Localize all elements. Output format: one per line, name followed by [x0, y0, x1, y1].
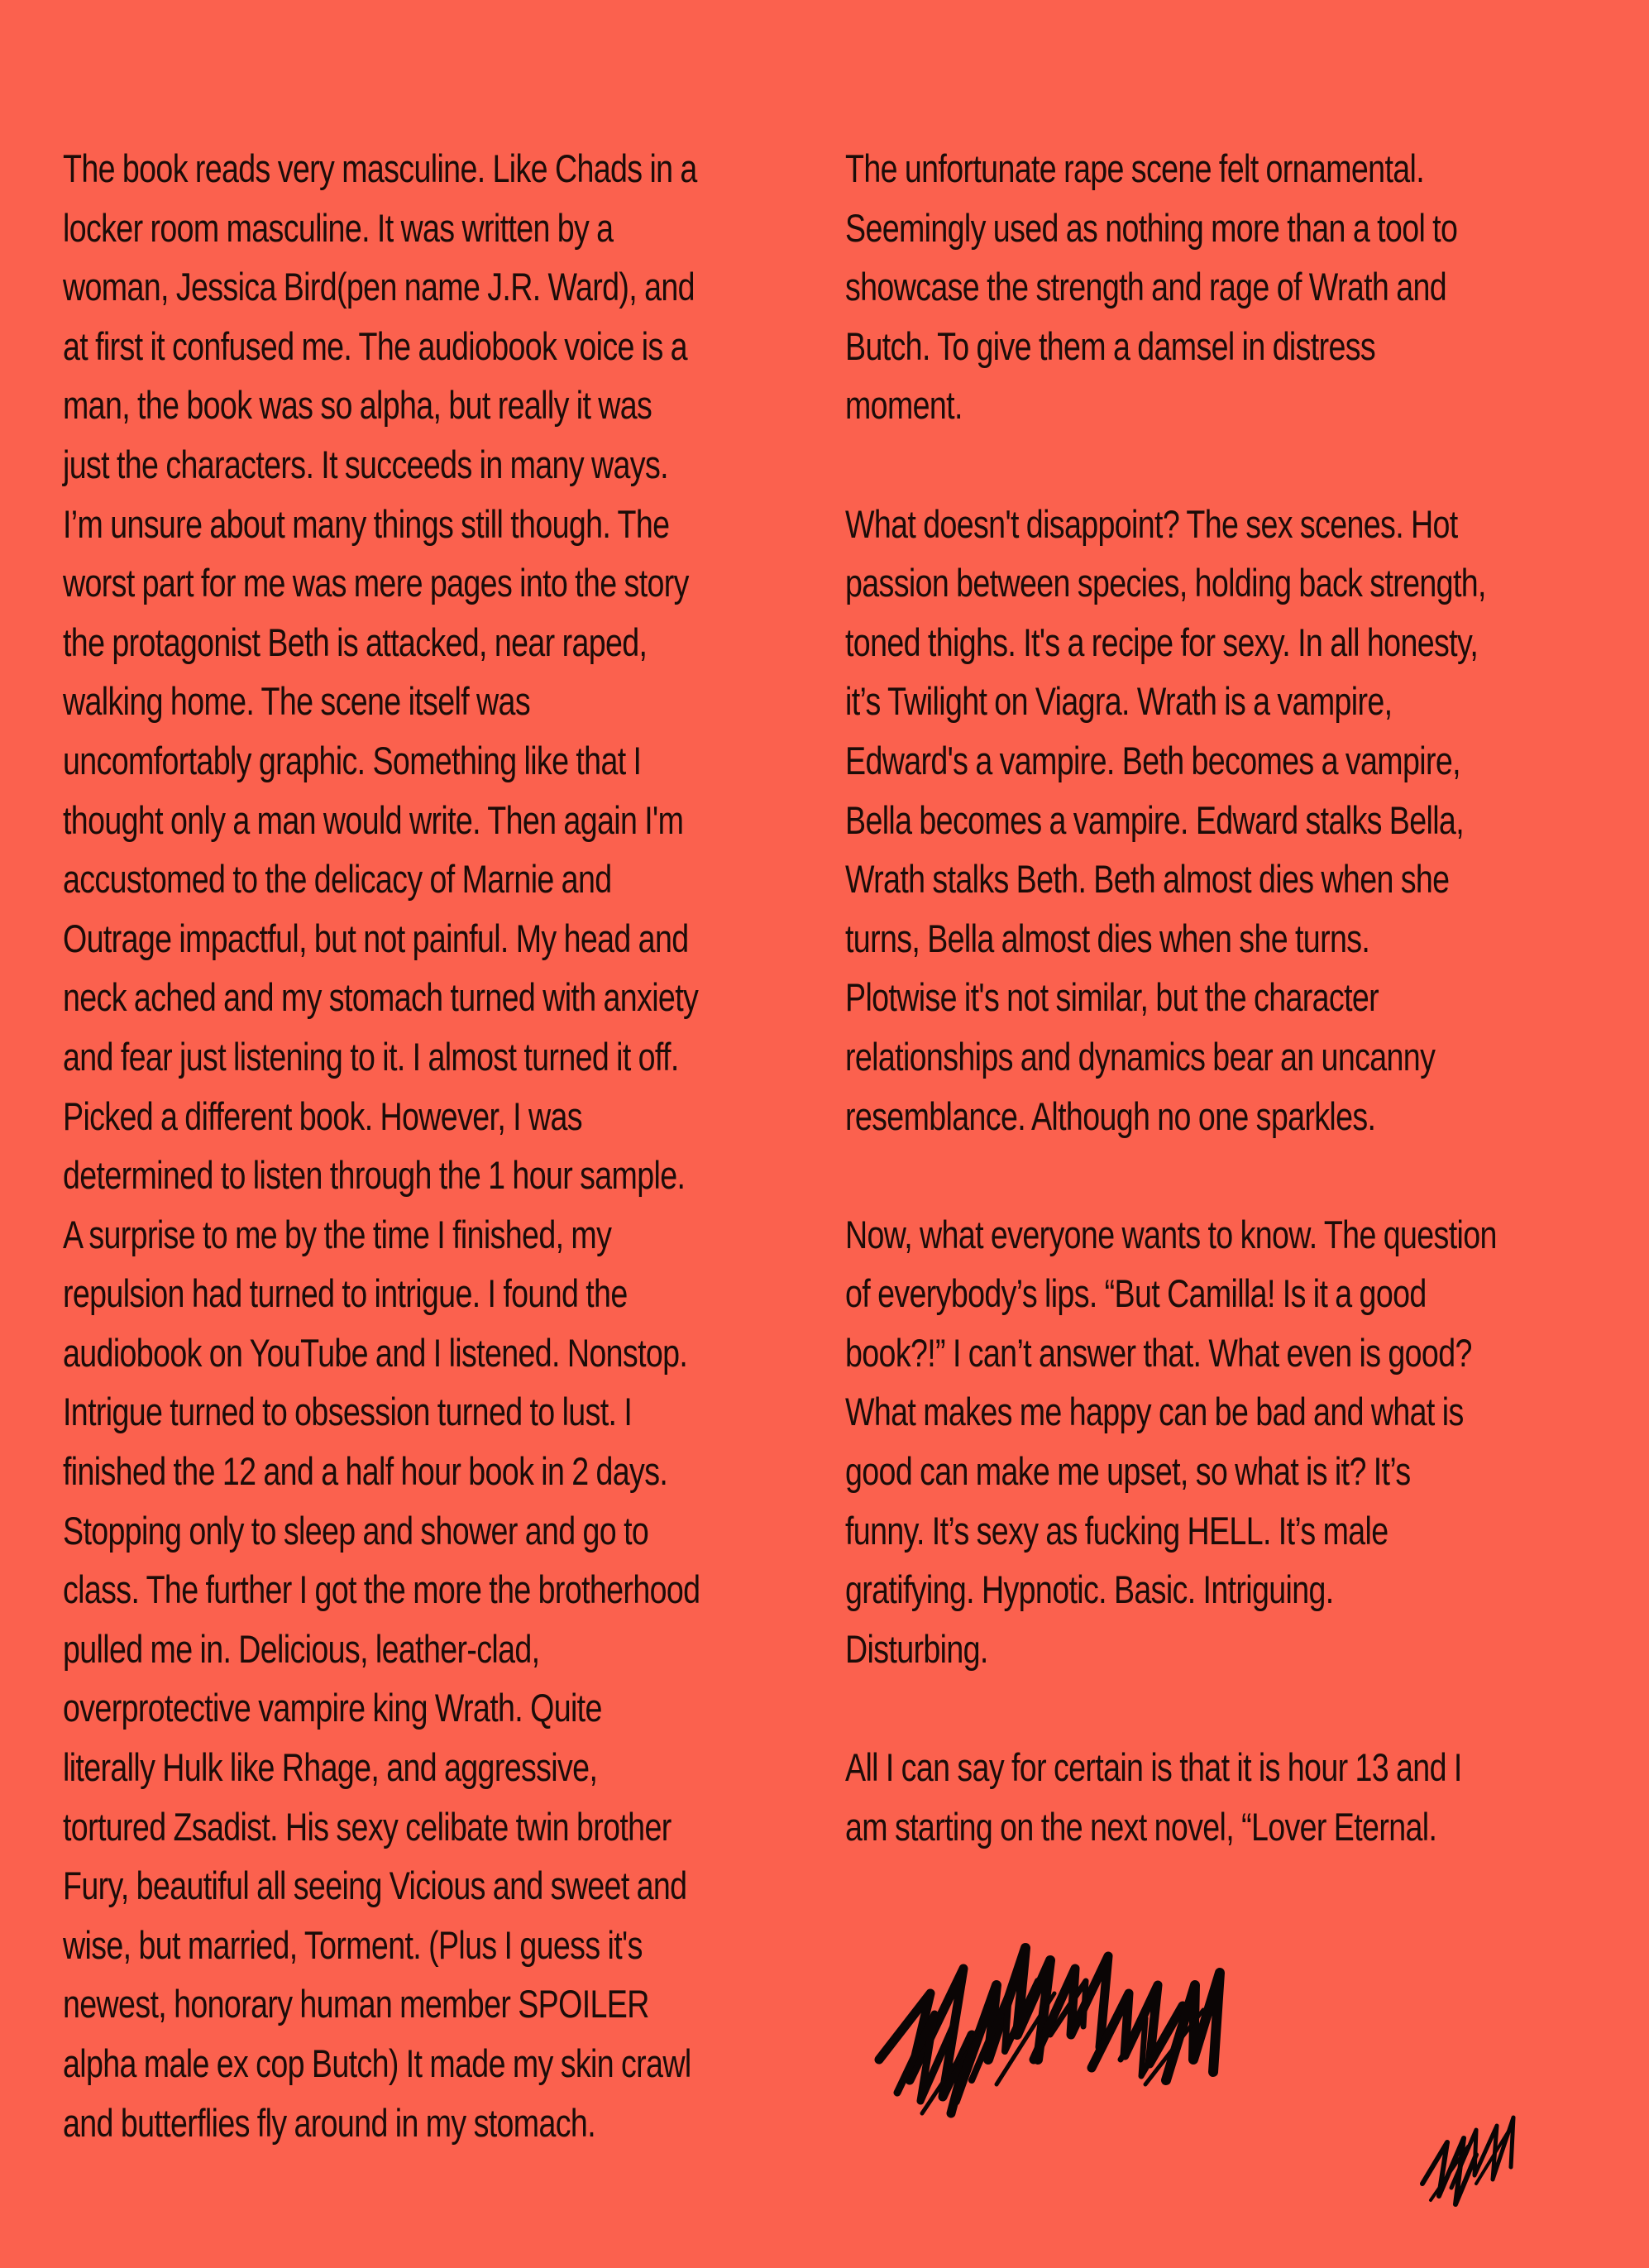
- right-column: [845, 139, 1594, 1856]
- text-line: Intrigue turned to obsession turned to lust. I: [63, 1390, 633, 1434]
- right-paragraph: [845, 1738, 1594, 1856]
- text-line: Stopping only to sleep and shower and go to: [63, 1508, 649, 1553]
- text-line: of everybody’s lips. “But Camilla! Is it a good: [845, 1271, 1427, 1316]
- right-paragraph: [845, 1205, 1594, 1679]
- text-line: Wrath stalks Beth. Beth almost dies when she: [845, 857, 1450, 902]
- text-line: repulsion had turned to intrigue. I found the: [63, 1271, 628, 1316]
- text-line: funny. It’s sexy as fucking HELL. It’s male: [845, 1508, 1389, 1553]
- text-line: and butterflies fly around in my stomach.: [63, 2100, 595, 2145]
- text-line: Disturbing.: [845, 1626, 988, 1671]
- text-line: worst part for me was mere pages into the story: [63, 561, 689, 605]
- right-paragraph: [845, 495, 1594, 1146]
- text-line: relationships and dynamics bear an uncanny: [845, 1034, 1436, 1079]
- text-line: it’s Twilight on Viagra. Wrath is a vampire,: [845, 679, 1393, 724]
- text-line: alpha male ex cop Butch) It made my skin crawl: [63, 2041, 691, 2085]
- text-line: just the characters. It succeeds in many ways.: [63, 442, 668, 486]
- text-line: Outrage impactful, but not painful. My head and: [63, 916, 689, 960]
- text-line: the protagonist Beth is attacked, near raped,: [63, 620, 648, 664]
- text-line: passion between species, holding back strength,: [845, 561, 1486, 605]
- text-line: neck ached and my stomach turned with anxiety: [63, 975, 699, 1020]
- text-line: locker room masculine. It was written by a: [63, 205, 614, 250]
- text-line: literally Hulk like Rhage, and aggressive,: [63, 1745, 598, 1790]
- text-line: at first it confused me. The audiobook voice is a: [63, 323, 687, 368]
- scribble-signature-small-icon: [1418, 2105, 1526, 2208]
- text-line: and fear just listening to it. I almost turned it off.: [63, 1034, 679, 1079]
- text-line: determined to listen through the 1 hour sample.: [63, 1153, 686, 1198]
- text-line: gratifying. Hypnotic. Basic. Intriguing.: [845, 1567, 1334, 1612]
- text-line: walking home. The scene itself was: [63, 679, 530, 724]
- left-paragraph: [63, 139, 815, 2152]
- text-line: uncomfortably graphic. Something like that I: [63, 738, 642, 782]
- text-line: wise, but married, Torment. (Plus I guess it's: [63, 1922, 643, 1967]
- text-line: Edward's a vampire. Beth becomes a vampire,: [845, 738, 1460, 782]
- text-line: class. The further I got the more the brotherhood: [63, 1567, 700, 1612]
- text-line: Plotwise it's not similar, but the character: [845, 975, 1379, 1020]
- text-line: What doesn't disappoint? The sex scenes. Hot: [845, 501, 1458, 546]
- text-line: finished the 12 and a half hour book in 2 days.: [63, 1449, 668, 1494]
- text-line: am starting on the next novel, “Lover Eternal.: [845, 1804, 1437, 1849]
- scribble-signature-icon: [872, 1935, 1236, 2138]
- text-line: newest, honorary human member SPOILER: [63, 1982, 649, 2026]
- left-column: [63, 139, 815, 2152]
- text-line: Bella becomes a vampire. Edward stalks Bella,: [845, 797, 1464, 842]
- text-line: Butch. To give them a damsel in distress: [845, 323, 1376, 368]
- text-line: accustomed to the delicacy of Marnie and: [63, 857, 612, 902]
- text-line: Picked a different book. However, I was: [63, 1093, 582, 1138]
- text-line: tortured Zsadist. His sexy celibate twin brother: [63, 1804, 672, 1849]
- text-line: good can make me upset, so what is it? It’s: [845, 1449, 1411, 1494]
- text-line: What makes me happy can be bad and what is: [845, 1390, 1464, 1434]
- text-line: Now, what everyone wants to know. The question: [845, 1212, 1497, 1256]
- text-line: resemblance. Although no one sparkles.: [845, 1093, 1376, 1138]
- text-line: Fury, beautiful all seeing Vicious and sweet and: [63, 1864, 687, 1908]
- text-line: audiobook on YouTube and I listened. Nonstop.: [63, 1330, 688, 1375]
- text-line: book?!” I can’t answer that. What even is good?: [845, 1330, 1472, 1375]
- text-line: turns, Bella almost dies when she turns.: [845, 916, 1370, 960]
- text-line: All I can say for certain is that it is hour 13 and I: [845, 1745, 1462, 1790]
- text-line: man, the book was so alpha, but really it was: [63, 383, 652, 428]
- text-line: A surprise to me by the time I finished, my: [63, 1212, 612, 1256]
- text-line: Seemingly used as nothing more than a tool to: [845, 205, 1458, 250]
- text-line: thought only a man would write. Then again I'm: [63, 797, 684, 842]
- text-line: moment.: [845, 383, 963, 428]
- text-line: toned thighs. It's a recipe for sexy. In all honesty,: [845, 620, 1479, 664]
- text-line: showcase the strength and rage of Wrath and: [845, 265, 1447, 309]
- text-line: woman, Jessica Bird(pen name J.R. Ward), and: [63, 265, 695, 309]
- text-line: I’m unsure about many things still though. The: [63, 501, 670, 546]
- text-line: overprotective vampire king Wrath. Quite: [63, 1686, 602, 1730]
- text-line: pulled me in. Delicious, leather-clad,: [63, 1626, 540, 1671]
- right-paragraph: [845, 139, 1594, 435]
- text-line: The unfortunate rape scene felt ornamental.: [845, 146, 1425, 190]
- text-line: The book reads very masculine. Like Chads in a: [63, 146, 697, 190]
